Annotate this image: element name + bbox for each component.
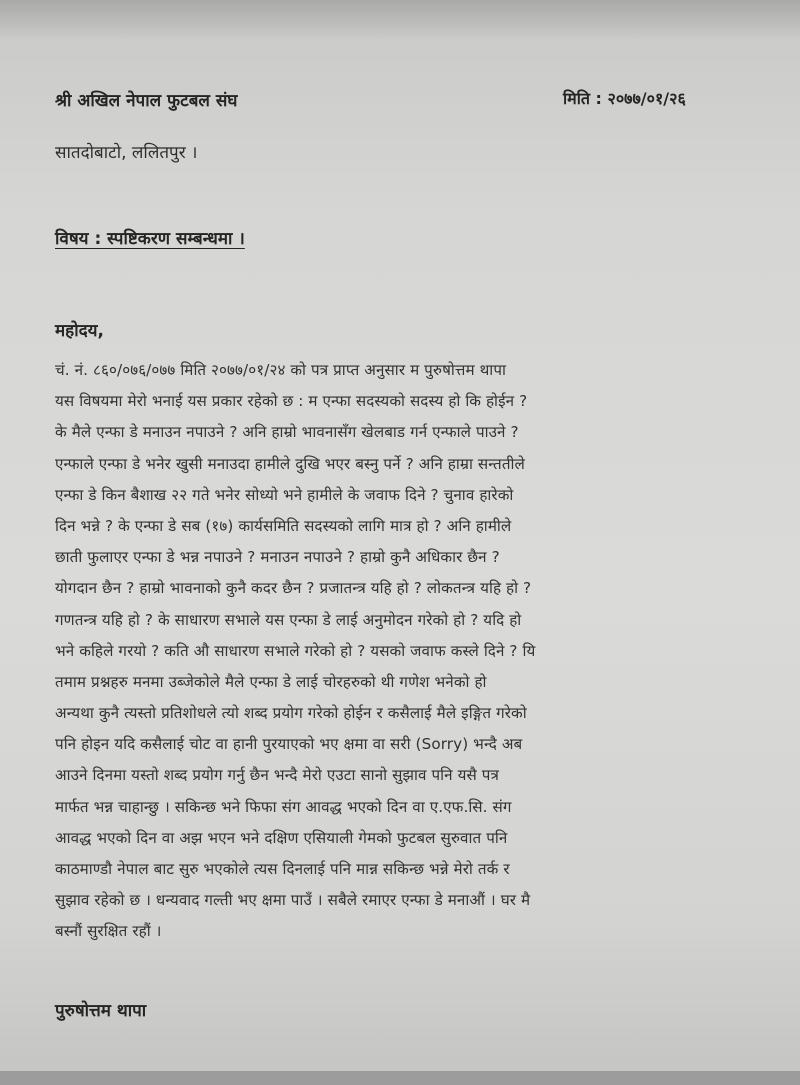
body-line: तमाम प्रश्नहरु मनमा उब्जेकोले मैले एन्फा डे लाई चोरहरुको थी गणेश भनेको हो xyxy=(55,672,487,691)
letter-body xyxy=(55,355,755,948)
body-line: दिन भन्ने ? के एन्फा डे सब (१७) कार्यसमिति सदस्यको लागि मात्र हो ? अनि हामीले xyxy=(55,516,512,535)
body-line: गणतन्त्र यहि हो ? के साधारण सभाले यस एन्फा डे लाई अनुमोदन गरेको हो ? यदि हो xyxy=(55,610,522,629)
body-line: अन्यथा कुनै त्यस्तो प्रतिशोधले त्यो शब्द प्रयोग गरेको होईन र कसैलाई मैले इङ्गित गरेको xyxy=(55,704,527,723)
body-line: एन्फा डे किन बैशाख २२ गते भनेर सोध्यो भने हामीले के जवाफ दिने ? चुनाव हारेको xyxy=(55,485,514,504)
recipient-line: श्री अखिल नेपाल फुटबल संघ xyxy=(55,91,238,111)
body-line: छाती फुलाएर एन्फा डे भन्न नपाउने ? मनाउन नपाउने ? हाम्रो कुनै अधिकार छैन ? xyxy=(55,548,500,567)
body-line: सुझाव रहेको छ । धन्यवाद गल्ती भए क्षमा पाउँ । सबैले रमाएर एन्फा डे मनाऔं । घर मै xyxy=(55,891,531,910)
body-line: भने कहिले गरयो ? कति औ साधारण सभाले गरेको हो ? यसको जवाफ कस्ले दिने ? यि xyxy=(55,641,536,660)
body-line: मार्फत भन्न चाहान्छु । सकिन्छ भने फिफा संग आवद्ध भएको दिन वा ए.एफ.सि. संग xyxy=(55,797,512,816)
body-line: योगदान छैन ? हाम्रो भावनाको कुनै कदर छैन ? प्रजातन्त्र यहि हो ? लोकतन्त्र यहि हो ? xyxy=(55,579,532,598)
body-line: आवद्ध भएको दिन वा अझ भएन भने दक्षिण एसियाली गेमको फुटबल सुरुवात पनि xyxy=(55,828,508,847)
letter-subject: विषय : स्पष्टिकरण सम्बन्धमा । xyxy=(55,229,245,249)
body-line: चं. नं. ८६०/०७६/०७७ मिति २०७७/०१/२४ को पत्र प्राप्त अनुसार म पुरुषोत्तम थापा xyxy=(55,361,507,379)
body-line: यस विषयमा मेरो भनाई यस प्रकार रहेको छ : म एन्फा सदस्यको सदस्य हो कि होईन ? xyxy=(55,392,528,411)
body-line: के मैले एन्फा डे मनाउन नपाउने ? अनि हाम्रो भावनासँग खेलबाड गर्न एन्फाले पाउने ? xyxy=(55,423,519,442)
photo-shadow-top xyxy=(0,0,800,40)
body-line: एन्फाले एन्फा डे भनेर खुसी मनाउदा हामीले दुखि भएर बस्नु पर्ने ? अनि हाम्रा सन्ततीले xyxy=(55,454,525,473)
body-line: आउने दिनमा यस्तो शब्द प्रयोग गर्नु छैन भन्दै मेरो एउटा सानो सुझाव पनि यसै पत्र xyxy=(55,766,499,785)
photo-edge-bottom xyxy=(0,1071,800,1085)
letter-date: मिति : २०७७/०१/२६ xyxy=(563,89,686,108)
body-line: बस्नौं सुरक्षित रहौं । xyxy=(55,922,162,941)
salutation: महोदय, xyxy=(55,321,104,341)
body-line: पनि होइन यदि कसैलाई चोट वा हानी पुरयाएको भए क्षमा वा सरी (Sorry) भन्दै अब xyxy=(55,735,523,754)
signature-name: पुरुषोत्तम थापा xyxy=(55,1001,147,1021)
body-line: काठमाण्डौ नेपाल बाट सुरु भएकोले त्यस दिनलाई पनि मान्न सकिन्छ भन्ने मेरो तर्क र xyxy=(55,860,510,878)
recipient-address: सातदोबाटो, ललितपुर । xyxy=(55,143,198,163)
